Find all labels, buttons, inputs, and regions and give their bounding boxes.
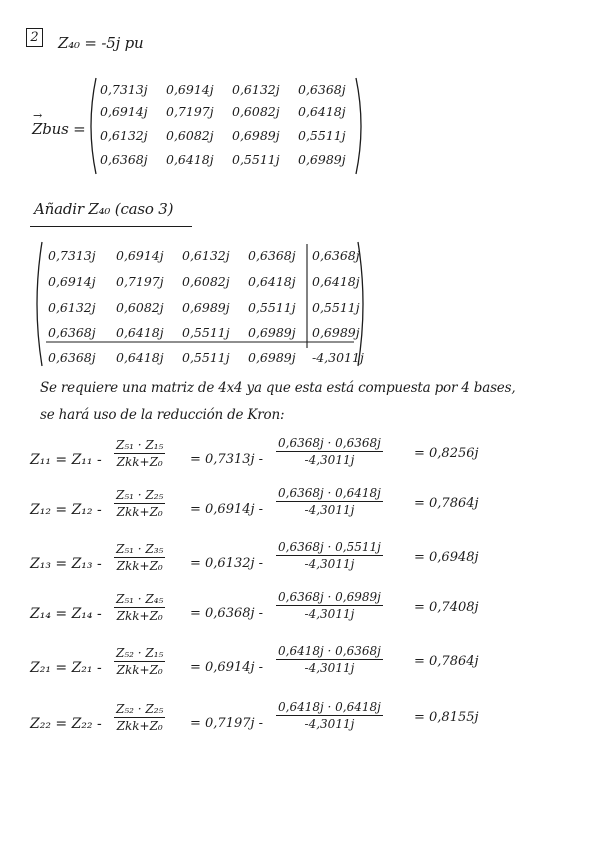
augmented-cell: 0,6418j	[248, 274, 296, 289]
z40-definition: Z₄₀ = -5j pu	[58, 34, 144, 52]
kron-denominator: Zkk+Z₀	[116, 505, 163, 519]
augmented-cell: 0,6418j	[116, 325, 164, 340]
equation-value: = 0,6914j -	[190, 660, 264, 675]
kron-denominator: Zkk+Z₀	[116, 609, 163, 623]
zbus-cell: 0,6082j	[166, 128, 214, 143]
zbus-cell: 0,6418j	[298, 104, 346, 119]
kron-denominator: Zkk+Z₀	[116, 455, 163, 469]
zbus-cell: 0,6082j	[232, 104, 280, 119]
zbus-cell: 0,5511j	[298, 128, 346, 143]
note-line-1: Se requiere una matriz de 4x4 ya que esta está compuesta por 4 bases,	[40, 380, 516, 396]
zbus-label-text: → Zbus =	[32, 120, 86, 138]
augmented-cell: 0,5511j	[312, 300, 360, 315]
equation-result: = 0,8155j	[414, 710, 479, 725]
equation-lhs: Z₁₃ = Z₁₃ -	[30, 556, 102, 572]
numeric-numerator: 0,6368j · 0,6989j	[278, 590, 381, 604]
zbus-cell: 0,6989j	[232, 128, 280, 143]
augmented-cell: 0,7313j	[48, 248, 96, 263]
zbus-cell: 0,6132j	[232, 82, 280, 97]
kron-fraction	[114, 646, 165, 677]
zbus-cell: 0,6368j	[298, 82, 346, 97]
equation-result: = 0,7864j	[414, 654, 479, 669]
equation-lhs: Z₁₁ = Z₁₁ -	[30, 452, 102, 468]
augmented-cell: 0,7197j	[116, 274, 164, 289]
zbus-cell: 0,6368j	[100, 152, 148, 167]
numeric-denominator: -4,3011j	[304, 607, 355, 621]
augmented-cell: 0,6132j	[182, 248, 230, 263]
kron-fraction	[114, 592, 165, 623]
augmented-cell: 0,6082j	[116, 300, 164, 315]
numeric-denominator: -4,3011j	[304, 557, 355, 571]
numeric-numerator: 0,6368j · 0,6418j	[278, 486, 381, 500]
zbus-cell: 0,6418j	[166, 152, 214, 167]
zbus-cell: 0,6914j	[100, 104, 148, 119]
zbus-cell: 0,7313j	[100, 82, 148, 97]
numeric-fraction	[276, 590, 383, 621]
numeric-numerator: 0,6418j · 0,6368j	[278, 644, 381, 658]
numeric-fraction	[276, 436, 383, 467]
kron-numerator: Z₅₁ · Z₄₅	[116, 592, 164, 606]
augmented-cell: 0,6989j	[182, 300, 230, 315]
augmented-cell: 0,6368j	[248, 248, 296, 263]
numeric-numerator: 0,6418j · 0,6418j	[278, 700, 381, 714]
kron-numerator: Z₅₁ · Z₂₅	[116, 488, 164, 502]
kron-fraction	[114, 438, 165, 469]
augmented-cell: -4,3011j	[312, 350, 364, 365]
equation-value: = 0,7313j -	[190, 452, 264, 467]
augmented-cell: 0,6132j	[48, 300, 96, 315]
problem-number-box	[26, 28, 43, 47]
kron-numerator: Z₅₂ · Z₂₅	[116, 702, 164, 716]
section-heading: Añadir Z₄₀ (caso 3)	[34, 200, 174, 218]
zbus-cell: 0,6914j	[166, 82, 214, 97]
equation-result: = 0,7864j	[414, 496, 479, 511]
augmented-cell: 0,5511j	[182, 350, 230, 365]
kron-fraction	[114, 702, 165, 733]
augmented-cell: 0,5511j	[182, 325, 230, 340]
numeric-fraction	[276, 644, 383, 675]
augmented-cell: 0,6368j	[48, 350, 96, 365]
kron-fraction	[114, 488, 165, 519]
zbus-cell: 0,7197j	[166, 104, 214, 119]
augmented-cell: 0,6418j	[116, 350, 164, 365]
equation-value: = 0,6914j -	[190, 502, 264, 517]
kron-denominator: Zkk+Z₀	[116, 719, 163, 733]
equation-value: = 0,7197j -	[190, 716, 264, 731]
numeric-denominator: -4,3011j	[304, 661, 355, 675]
augmented-cell: 0,6082j	[182, 274, 230, 289]
kron-numerator: Z₅₁ · Z₁₅	[116, 438, 164, 452]
kron-numerator: Z₅₁ · Z₃₅	[116, 542, 164, 556]
kron-numerator: Z₅₂ · Z₁₅	[116, 646, 164, 660]
augmented-cell: 0,6368j	[312, 248, 360, 263]
augmented-cell: 0,5511j	[248, 300, 296, 315]
equation-lhs: Z₂₂ = Z₂₂ -	[30, 716, 102, 732]
numeric-numerator: 0,6368j · 0,6368j	[278, 436, 381, 450]
kron-denominator: Zkk+Z₀	[116, 559, 163, 573]
numeric-numerator: 0,6368j · 0,5511j	[278, 540, 381, 554]
equation-lhs: Z₁₂ = Z₁₂ -	[30, 502, 102, 518]
zbus-cell: 0,5511j	[232, 152, 280, 167]
equation-result: = 0,7408j	[414, 600, 479, 615]
augmented-cell: 0,6368j	[48, 325, 96, 340]
equation-value: = 0,6132j -	[190, 556, 264, 571]
equation-lhs: Z₂₁ = Z₂₁ -	[30, 660, 102, 676]
problem-number: 2	[30, 30, 39, 45]
numeric-denominator: -4,3011j	[304, 503, 355, 517]
numeric-fraction	[276, 540, 383, 571]
equation-value: = 0,6368j -	[190, 606, 264, 621]
zbus-cell: 0,6989j	[298, 152, 346, 167]
kron-fraction	[114, 542, 165, 573]
numeric-fraction	[276, 700, 383, 731]
heading-underline	[30, 226, 192, 227]
numeric-denominator: -4,3011j	[304, 717, 355, 731]
equation-lhs: Z₁₄ = Z₁₄ -	[30, 606, 102, 622]
equation-result: = 0,6948j	[414, 550, 479, 565]
equation-result: = 0,8256j	[414, 446, 479, 461]
note-line-2: se hará uso de la reducción de Kron:	[40, 407, 285, 423]
zbus-label	[32, 120, 86, 138]
numeric-denominator: -4,3011j	[304, 453, 355, 467]
augmented-cell: 0,6914j	[48, 274, 96, 289]
augmented-cell: 0,6418j	[312, 274, 360, 289]
numeric-fraction	[276, 486, 383, 517]
augmented-cell: 0,6914j	[116, 248, 164, 263]
augmented-cell: 0,6989j	[248, 350, 296, 365]
kron-denominator: Zkk+Z₀	[116, 663, 163, 677]
augmented-cell: 0,6989j	[248, 325, 296, 340]
augmented-cell: 0,6989j	[312, 325, 360, 340]
zbus-cell: 0,6132j	[100, 128, 148, 143]
